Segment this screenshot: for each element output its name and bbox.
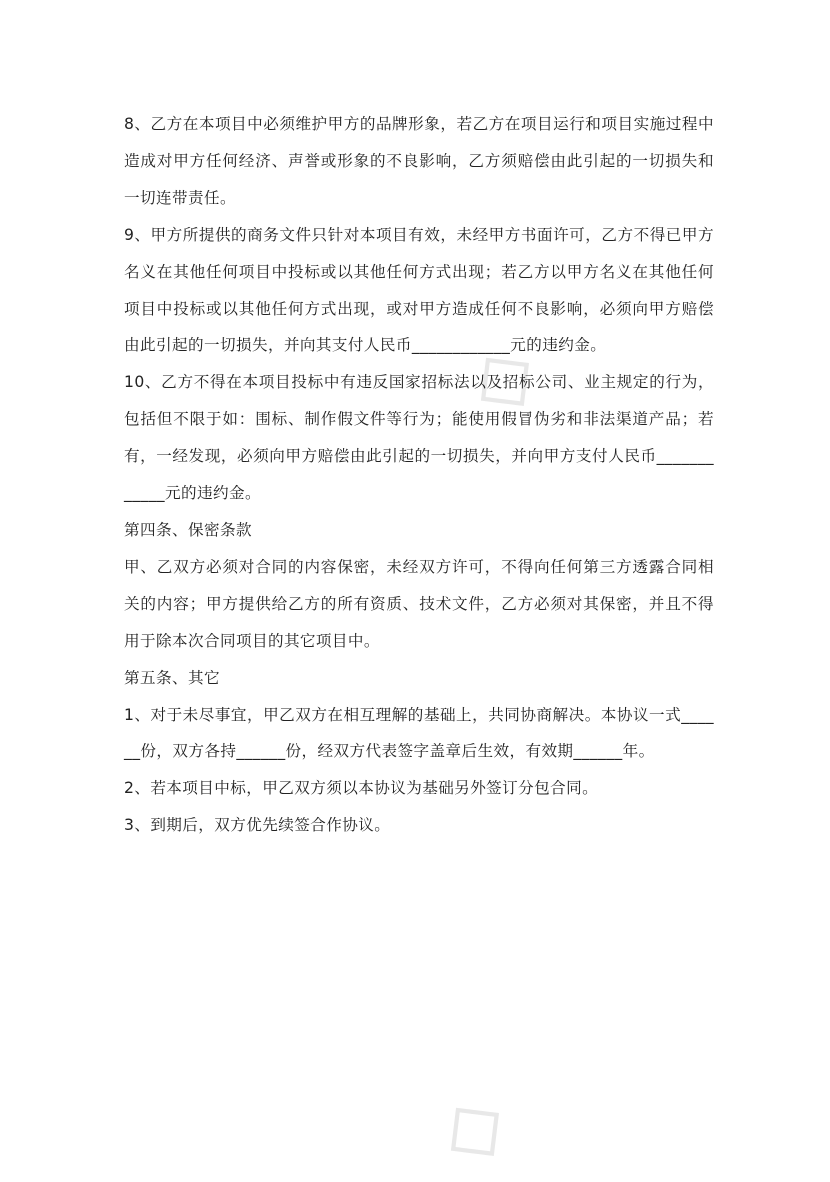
section-heading-other: 第五条、其它	[124, 668, 220, 687]
watermark-logo: ◇	[417, 1070, 524, 1182]
section-heading-confidentiality: 第四条、保密条款	[124, 520, 252, 539]
other-clause-3: 3、到期后，双方优先续签合作协议。	[124, 816, 391, 835]
other-clause-2: 2、若本项目中标，甲乙双方须以本协议为基础另外签订分包合同。	[124, 779, 599, 798]
clause-8: 8、乙方在本项目中必须维护甲方的品牌形象，若乙方在项目运行和项目实施过程中造成对甲方任何经济、声誉或形象的不良影响，乙方须赔偿由此引起的一切损失和一切连带责任。	[124, 115, 714, 207]
other-clause-1: 1、对于未尽事宜，甲乙双方在相互理解的基础上，共同协商解决。本协议一式______份，双方各持______份，经双方代表签字盖章后生效，有效期______年。	[124, 705, 714, 761]
document-body	[124, 106, 714, 844]
clause-9: 9、甲方所提供的商务文件只针对本项目有效，未经甲方书面许可，乙方不得已甲方名义在其他任何项目中投标或以其他任何方式出现；若乙方以甲方名义在其他任何项目中投标或以其他任何方式出现，或对甲方造成任何不良影响，必须向甲方赔偿由此引起的一切损失，并向其支付人民币____________元的违约金。	[124, 225, 714, 355]
confidentiality-clause: 甲、乙双方必须对合同的内容保密，未经双方许可，不得向任何第三方透露合同相关的内容；甲方提供给乙方的所有资质、技术文件，乙方必须对其保密，并且不得用于除本次合同项目的其它项目中。	[124, 557, 714, 650]
clause-10: 10、乙方不得在本项目投标中有违反国家招标法以及招标公司、业主规定的行为，包括但不限于如：围标、制作假文件等行为；能使用假冒伪劣和非法渠道产品；若有，一经发现，必须向甲方赔偿由此引起的一切损失，并向甲方支付人民币____________元的违约金。	[124, 373, 714, 503]
watermark-logo: ◇	[447, 320, 554, 433]
